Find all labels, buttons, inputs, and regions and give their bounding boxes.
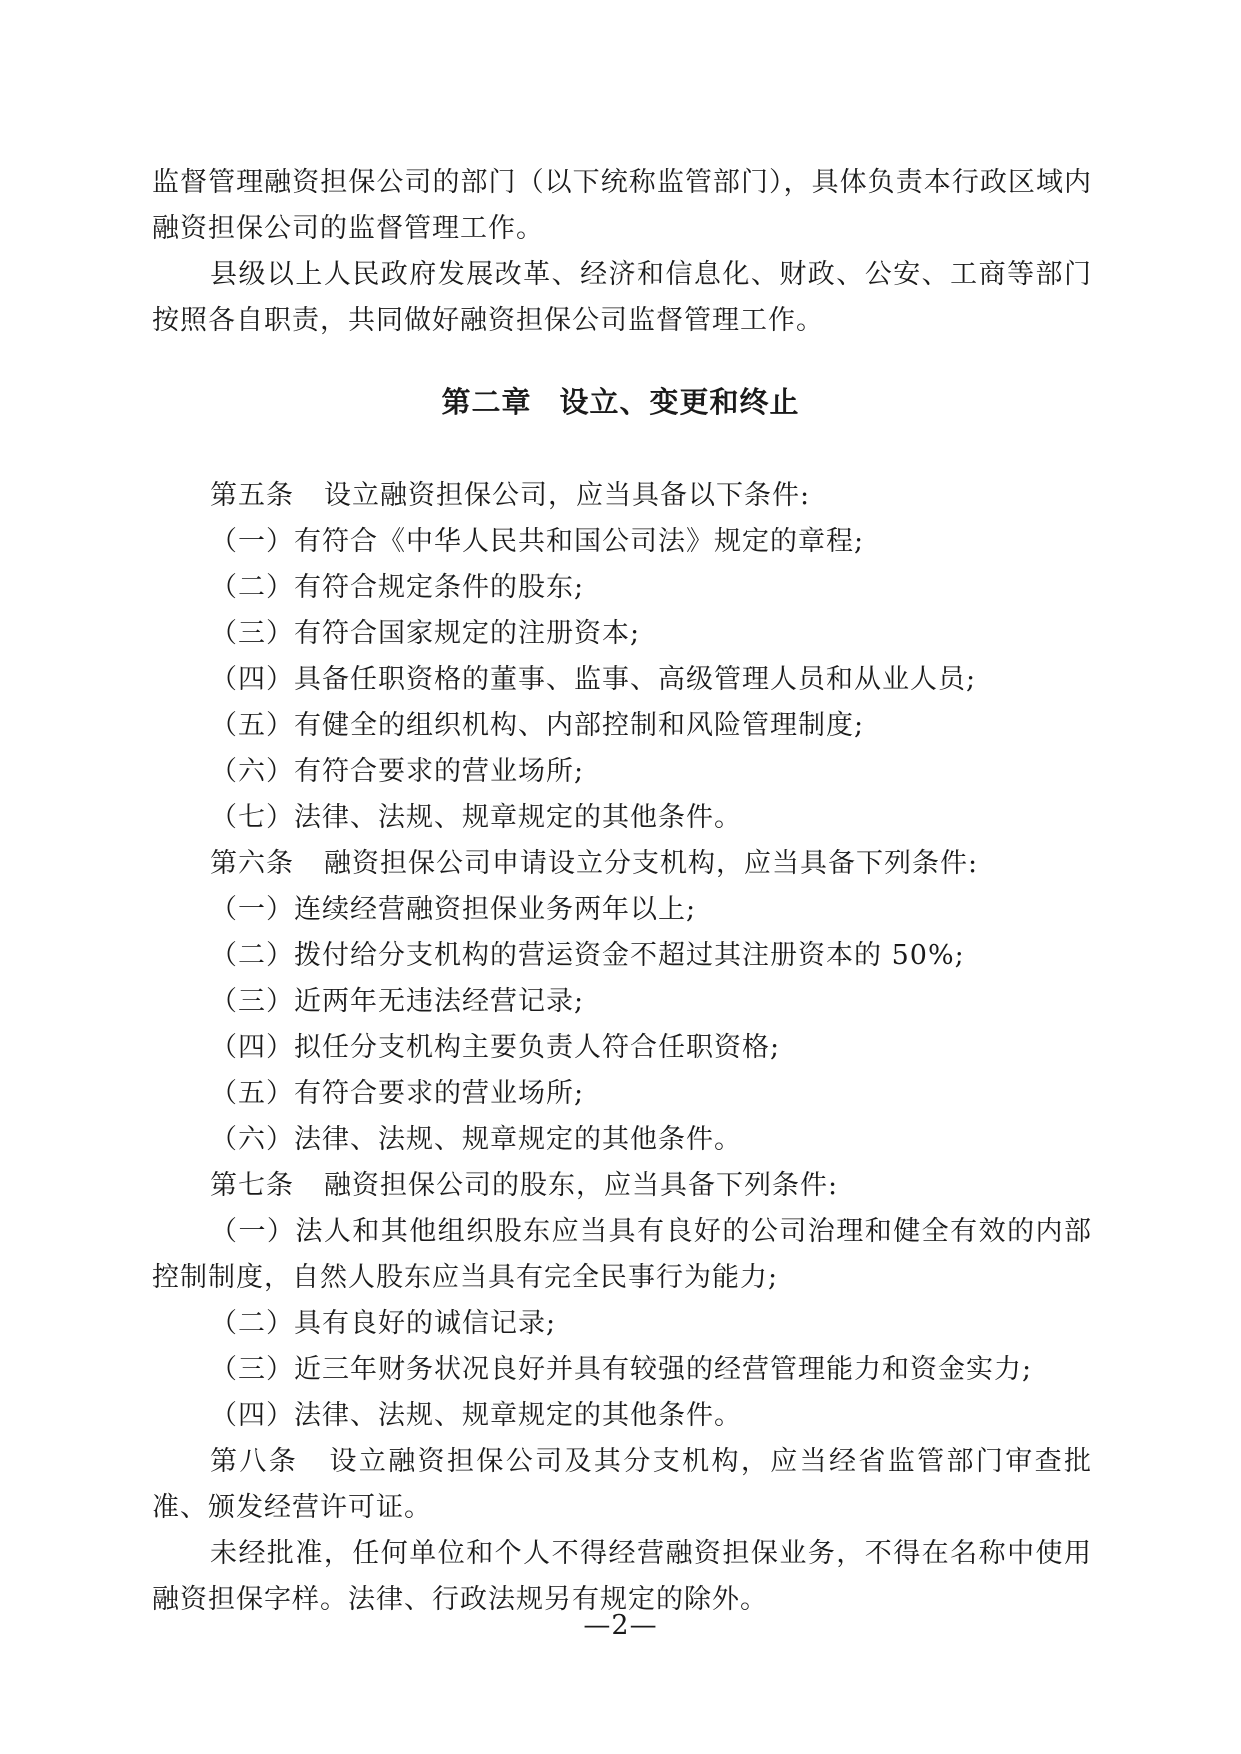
paragraph: 监督管理融资担保公司的部门（以下统称监管部门），具体负责本行政区域内融资担保公司的监督管理工作。 [152, 167, 1092, 244]
chapter-heading [0, 382, 1241, 422]
article-7-item: （一）法人和其他组织股东应当具有良好的公司治理和健全有效的内部控制制度，自然人股东应当具有完全民事行为能力; [152, 1216, 1092, 1293]
article-5-item: （一）有符合《中华人民共和国公司法》规定的章程; [210, 526, 865, 557]
article-6-item: （四）拟任分支机构主要负责人符合任职资格; [210, 1032, 781, 1063]
article-text: 融资担保公司申请设立分支机构，应当具备下列条件: [324, 848, 979, 879]
article-5-heading [152, 473, 1092, 519]
article-5-item: （六）有符合要求的营业场所; [210, 756, 585, 787]
article-7-item: （二）具有良好的诚信记录; [210, 1308, 557, 1339]
article-5-item: （四）具备任职资格的董事、监事、高级管理人员和从业人员; [210, 664, 977, 695]
article-text: 融资担保公司的股东，应当具备下列条件: [324, 1170, 839, 1201]
article-7-item: （三）近三年财务状况良好并具有较强的经营管理能力和资金实力; [210, 1354, 1033, 1385]
article-6-item: （三）近两年无违法经营记录; [210, 986, 585, 1017]
paragraph: 县级以上人民政府发展改革、经济和信息化、财政、公安、工商等部门按照各自职责，共同做好融资担保公司监督管理工作。 [152, 259, 1092, 336]
article-label: 第七条 [210, 1170, 294, 1201]
article-label: 第六条 [210, 848, 294, 879]
article-label: 第五条 [210, 480, 294, 511]
article-6-item: （二）拨付给分支机构的营运资金不超过其注册资本的 50%; [210, 940, 965, 971]
article-5-item: （三）有符合国家规定的注册资本; [210, 618, 641, 649]
article-text: 设立融资担保公司及其分支机构，应当经省监管部门审查批准、颁发经营许可证。 [152, 1446, 1093, 1523]
chapter-number: 第二章 [441, 385, 532, 419]
article-6-item: （一）连续经营融资担保业务两年以上; [210, 894, 697, 925]
chapter-body [152, 473, 1092, 1623]
article-6-item: （六）法律、法规、规章规定的其他条件。 [210, 1124, 742, 1155]
article-5-item: （二）有符合规定条件的股东; [210, 572, 585, 603]
article-5-item: （七）法律、法规、规章规定的其他条件。 [210, 802, 742, 833]
article-8-heading [152, 1439, 1092, 1531]
article-label: 第八条 [210, 1446, 299, 1477]
article-7-item: （四）法律、法规、规章规定的其他条件。 [210, 1400, 742, 1431]
continued-article-text [152, 160, 1092, 344]
page-number: —2— [583, 1610, 658, 1641]
article-5-item: （五）有健全的组织机构、内部控制和风险管理制度; [210, 710, 865, 741]
article-6-item: （五）有符合要求的营业场所; [210, 1078, 585, 1109]
article-8-paragraph: 未经批准，任何单位和个人不得经营融资担保业务，不得在名称中使用融资担保字样。法律、行政法规另有规定的除外。 [152, 1538, 1092, 1615]
article-7-heading [152, 1163, 1092, 1209]
article-6-heading [152, 841, 1092, 887]
chapter-title: 设立、变更和终止 [559, 385, 800, 419]
article-text: 设立融资担保公司，应当具备以下条件: [324, 480, 811, 511]
